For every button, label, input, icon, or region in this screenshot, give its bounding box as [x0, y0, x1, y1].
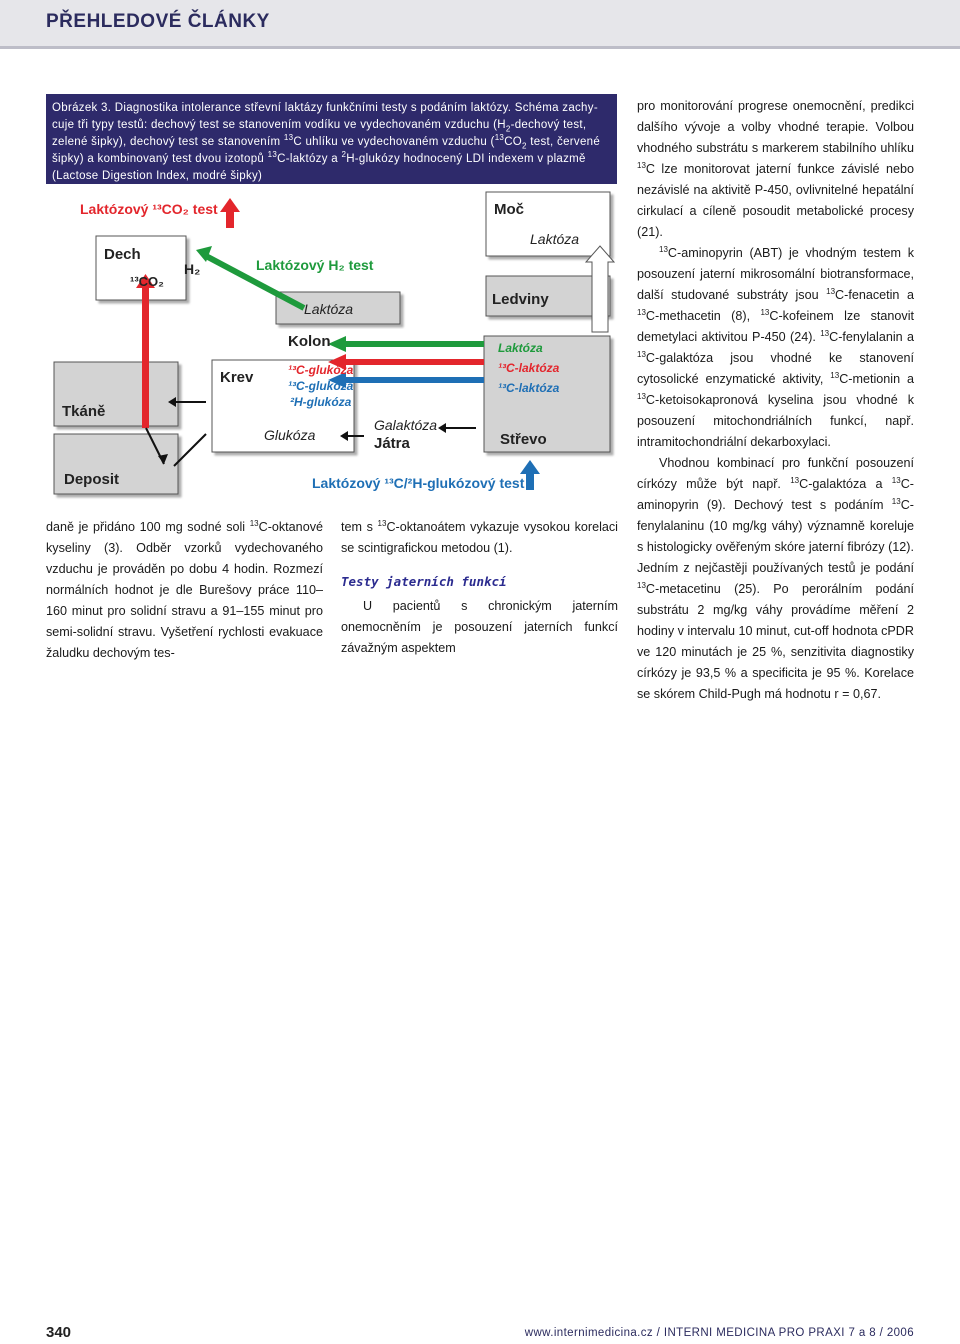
- column-middle: [341, 517, 618, 659]
- label-glukoza: Glukóza: [264, 427, 316, 443]
- paragraph: U pacientů s chronickým jaterním onemocněním je posouzení jaterních funkcí závažným aspektem: [341, 599, 618, 655]
- label-ledviny: Ledviny: [492, 291, 549, 308]
- caption-text: Obrázek 3. Diagnostika intolerance střevní laktázy funkčními testy s podáním laktózy. Schéma zachycuje tři typy testů: dechový test se stanovením vodíku ve vydechovaném vzduchu (H: [52, 102, 598, 131]
- label-strevo-laktoza: Laktóza: [498, 341, 543, 355]
- label-13c-glukoza-red: ¹³C-glukóza: [288, 363, 354, 377]
- paragraph: tem s $^{13}$C-oktanoátem vykazuje vysokou korelaci se scintigrafickou metodou (1).: [341, 518, 618, 555]
- caption-sub: 2: [522, 141, 527, 151]
- caption-text: -dechový test, zelené šipky), dechový test se stanovením: [52, 119, 587, 148]
- caption-text: C-laktózy a: [277, 153, 342, 165]
- figure-caption: [46, 94, 617, 184]
- paragraph: daně je přidáno 100 mg sodné soli $^{13}$C-oktanové kyseliny (3). Odběr vzorků vydechovaného vzduchu je prováděn po dobu 4 hodin. Rozmezí normálních hodnot je dle Burešovy práce 110–160 minut pro solidní stravu a 91–155 minut pro semi-solidní stravu. Vyšetření rychlosti evakuace žaludku dechovým tes-: [46, 518, 323, 660]
- red-arrow-shaft-top: [226, 212, 234, 228]
- label-deposit: Deposit: [64, 471, 120, 488]
- page-number: 340: [46, 1324, 72, 1341]
- label-13c-glukoza-blue: ¹³C-glukóza: [288, 379, 354, 393]
- paragraph: $^{13}$C-aminopyrin (ABT) je vhodným testem k posouzení jaterní mikrosomální biotransformace, další studované substráty jsou $^{13}$C-fenacetin a $^{13}$C-methacetin (8), $^{13}$C-kofeinem lze stanovit demetylaci aktivitou P-450 (24). $^{13}$C-fenylalanin a $^{13}$C-galaktóza jsou vhodné ke stanovení cytosolické enzymatické aktivity, $^{13}$C-metionin a $^{13}$C-ketoisokapronová kyselina jsou vhodné k posouzení mitochondriálních funkcí, např. intramitochondriální dekarboxylaci.: [637, 244, 915, 449]
- blue-arrow-shaft-combo: [526, 474, 534, 490]
- label-co2: ¹³CO₂: [130, 274, 164, 289]
- label-dech: Dech: [104, 246, 141, 263]
- label-moc-laktoza: Laktóza: [530, 231, 580, 247]
- label-2h-glukoza: ²H-glukóza: [290, 395, 352, 409]
- label-test-h2: Laktózový H₂ test: [256, 257, 374, 273]
- label-test-co2: Laktózový ¹³CO₂ test: [80, 201, 218, 217]
- label-kolon-laktoza: Laktóza: [304, 301, 354, 317]
- caption-sup: 13: [494, 133, 505, 143]
- caption-text: H-glukózy hodnocený LDI indexem v plazmě (Lactose Digestion Index, modré šipky): [52, 153, 586, 182]
- caption-text: C uhlíku ve vydechovaném vzduchu (: [293, 136, 495, 148]
- label-h2: H₂: [184, 261, 201, 277]
- caption-text: CO: [504, 136, 523, 148]
- page-header: [0, 0, 960, 46]
- column-left: [46, 517, 323, 664]
- label-13c-laktoza-blue: ¹³C-laktóza: [498, 381, 560, 395]
- column-right: [637, 96, 914, 705]
- red-arrow-shaft-1: [142, 288, 149, 428]
- caption-sub: 2: [505, 124, 511, 134]
- figure-3: [46, 94, 617, 510]
- section-heading: Testy jaterních funkcí: [341, 574, 507, 589]
- label-tkane: Tkáně: [62, 403, 106, 420]
- paragraph: Vhodnou kombinací pro funkční posouzení církózy může být např. $^{13}$C-galaktóza a $^{13}$C-aminopyrin (9). Dechový test s podáním $^{13}$C-fenylalaninu (10 mg/kg váhy) významně koreluje s histologicky ověřeným skóre jaterní fibrózy (12). Jedním z nejčastěji používaných testů je podání $^{13}$C-metacetinu (25). Po perorálním podání substrátu 2 mg/kg váhy provádíme měření 2 hodiny v intervalu 10 minut, cut-off hodnota cPDR ve 120 minutách je 25 %, senzitivita diagnostiky církózy je 93,5 % a specificita je 95 %. Korelace se skórem Child-Pugh má hodnotu r = 0,67.: [637, 456, 914, 701]
- label-kolon: Kolon: [288, 333, 331, 350]
- paragraph: pro monitorování progrese onemocnění, predikci dalšího vývoje a volby vhodné terapie. Volbou vhodného substrátu s markerem stabilního uhlíku $^{13}$C lze monitorovat jaterní funkce závislé nebo nezávislé na aktivitě P-450, ovlivnitelné hepatální cirkulací a cíleně posoudit metabolické procesy (21).: [637, 99, 914, 239]
- caption-sup: 13: [283, 133, 294, 143]
- journal-footer: www.internimedicina.cz / INTERNI MEDICINA PRO PRAXI 7 a 8 / 2006: [524, 1327, 914, 1339]
- label-jatra: Játra: [374, 435, 410, 452]
- red-arrow-head-top: [220, 198, 240, 212]
- label-galaktoza: Galaktóza: [374, 417, 438, 433]
- label-krev: Krev: [220, 369, 254, 386]
- label-test-combo: Laktózový ¹³C/²H-glukózový test: [312, 475, 525, 491]
- label-13c-laktoza-red: ¹³C-laktóza: [498, 361, 560, 375]
- label-moc: Moč: [494, 201, 524, 218]
- blue-arrow-head-combo: [520, 460, 540, 474]
- caption-sup: 2: [341, 150, 347, 160]
- header-rule: [0, 46, 960, 49]
- label-strevo: Střevo: [500, 431, 547, 448]
- lactose-test-diagram: [46, 184, 617, 510]
- black-arrow-head-strevo: [438, 423, 446, 433]
- caption-text: test, červené šipky) a kombinovaný test dvou izotopů: [52, 136, 601, 165]
- black-arrow-deposit-2: [174, 434, 206, 466]
- section-title: PŘEHLEDOVÉ ČLÁNKY: [46, 11, 270, 32]
- green-arrow-head-strevo: [328, 336, 346, 352]
- caption-sup: 13: [267, 150, 278, 160]
